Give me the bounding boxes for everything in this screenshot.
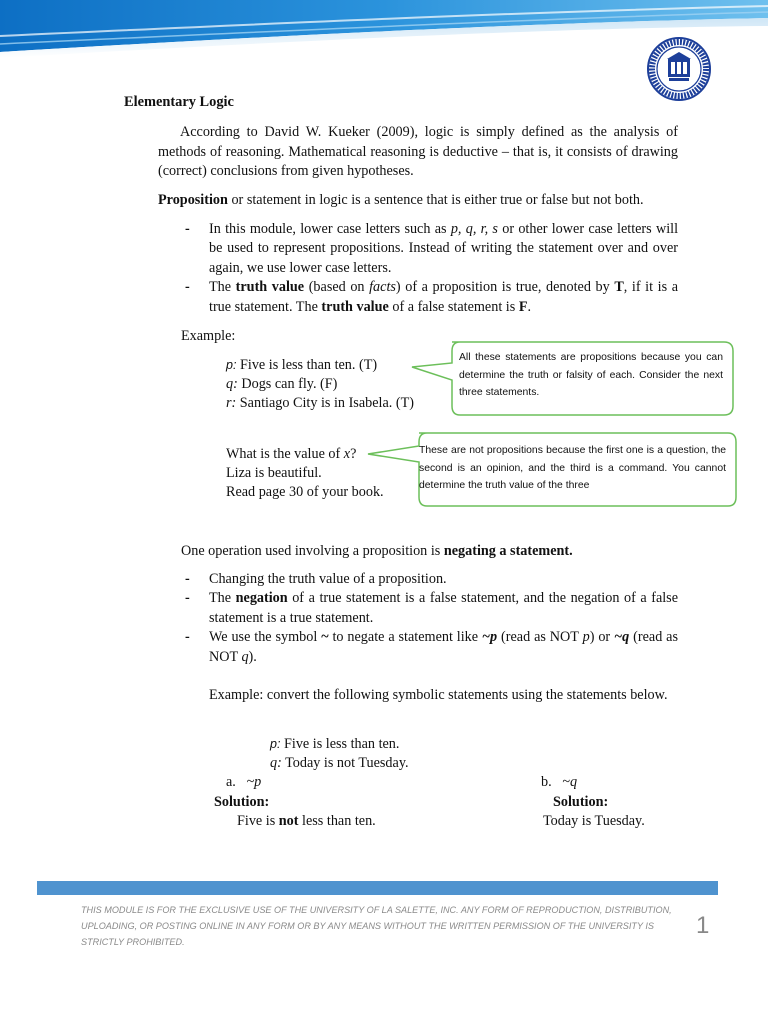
list-item: - The truth value (based on facts) of a proposition is true, denoted by T, if it is a true statement. The truth value of a false statement is F. (185, 279, 679, 315)
solution-b: b. ~q Solution: Today is Tuesday. (541, 774, 645, 829)
list-item: - The negation of a true statement is a false statement, and the negation of a false statement is a true statement. (185, 590, 679, 626)
university-seal-icon (647, 37, 711, 101)
list-item: - In this module, lower case letters such as p, q, r, s or other lower case letters will be used to represent propositions. Instead of writing the statement over and over again, we use lower case letters. (185, 221, 679, 276)
footer-bar (37, 881, 718, 895)
nonproposition-question: What is the value of x? (226, 446, 357, 462)
proposition-term: Proposition (158, 192, 228, 208)
solution-a: a. ~p Solution: Five is not less than ten. (214, 774, 376, 829)
nonproposition-command: Read page 30 of your book. (226, 484, 384, 500)
proposition-q: q: Dogs can fly. (F) (226, 376, 338, 392)
example-2-instructions: Example: convert the following symbolic statements using the statements below. (209, 687, 668, 703)
proposition-r: r: Santiago City is in Isabela. (T) (226, 395, 414, 411)
negation-bullets (185, 570, 678, 667)
page-number: 1 (696, 912, 710, 939)
proposition-definition-text: or statement in logic is a sentence that is either true or false but not both. (227, 192, 644, 208)
negation-intro: One operation used involving a proposition is negating a statement. (181, 543, 573, 559)
footer-disclaimer: THIS MODULE IS FOR THE EXCLUSIVE USE OF THE UNIVERSITY OF LA SALETTE, INC. ANY FORM OF REPRODUCTION, DISTRIBUTION, UPLOADING, OR POSTING ONLINE IN ANY FORM OR BY ANY MEANS WITHOUT THE WRITTEN PERMISSION OF THE UNIVERSITY IS STRICTLY PROHIBITED. (81, 905, 672, 947)
nonproposition-opinion: Liza is beautiful. (226, 465, 322, 481)
page-title: Elementary Logic (124, 94, 234, 110)
list-item: - Changing the truth value of a proposition. (185, 571, 447, 587)
example-label: Example: (181, 328, 236, 344)
proposition-definition (158, 191, 678, 211)
proposition-bullets (185, 220, 678, 317)
proposition-p: p: Five is less than ten. (T) (226, 357, 378, 373)
list-item: - We use the symbol ~ to negate a statement like ~p (read as NOT p) or ~q (read as NOT q). (185, 629, 679, 665)
callout-text-1: All these statements are propositions because you can determine the truth or falsity of each. Consider the next three statements. (459, 352, 723, 398)
intro-paragraph: According to David W. Kueker (2009), logic is simply defined as the analysis of methods of reasoning. Mathematical reasoning is deductive – that is, it consists of drawing (correct) conclusions from given hypotheses. (158, 124, 678, 180)
callout-text-2: These are not propositions because the first one is a question, the second is an opinion, and the third is a command. You cannot determine the truth value of the three (419, 445, 726, 491)
example-2-q: q: Today is not Tuesday. (270, 755, 409, 771)
example-2-p: p: Five is less than ten. (270, 736, 400, 752)
